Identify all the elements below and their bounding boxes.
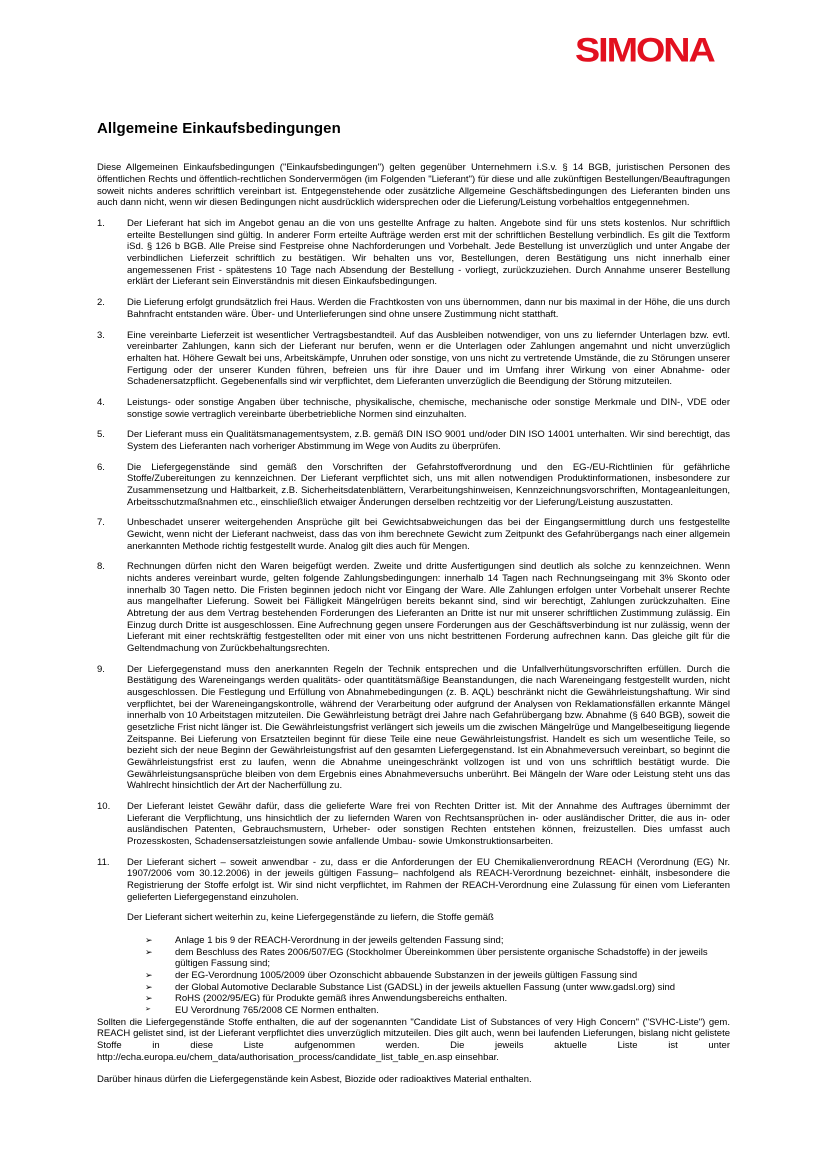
bullet-text: EU Verordnung 765/2008 CE Normen enthalten. <box>175 1005 379 1017</box>
clause-text: Die Lieferung erfolgt grundsätzlich frei Haus. Werden die Frachtkosten von uns übernommen, dann nur bis maximal in der Höhe, die uns durch Bahnfracht entstanden wäre. Über- und Unterlieferungen sind ohne unsere Zustimmung nicht statthaft. <box>127 297 730 320</box>
arrow-bullet-icon: ➢ <box>145 981 153 992</box>
clause-text: Die Liefergegenstände sind gemäß den Vorschriften der Gefahrstoffverordnung und den EG-/EU-Richtlinien für gefährliche Stoffe/Zubereitungen zu kennzeichnen. Der Lieferant verpflichtet sich, uns mit allen notwendigen Produktinformationen, insbesondere zur Zusammensetzung und Haltbarkeit, z.B. Sicherheitsdatenblättern, Verarbeitungshinweisen, Kennzeichnungsvorschriften, Montageanleitungen, Arbeitsschutzmaßnahmen etc., einschließlich etwaiger Änderungen derselben rechtzeitig vor der Lieferung/Leistung auszustatten. <box>127 461 730 508</box>
clause-number: 7. <box>97 517 105 529</box>
arrow-bullet-icon: ➢ <box>145 946 153 957</box>
list-item <box>97 935 730 947</box>
list-item <box>97 947 730 970</box>
clause-item-10 <box>97 801 730 848</box>
bullet-text: dem Beschluss des Rates 2006/507/EG (Stockholmer Übereinkommen über persistente organische Schadstoffe) in der jeweils gültigen Fassung sind; <box>175 946 708 970</box>
clause-number: 4. <box>97 396 105 408</box>
document-content <box>97 120 730 1086</box>
clause-item-5 <box>97 429 730 452</box>
clause-number: 1. <box>97 218 105 230</box>
list-item <box>97 993 730 1005</box>
asbestos-paragraph: Darüber hinaus dürfen die Liefergegenstände kein Asbest, Biozide oder radioaktives Material enthalten. <box>97 1074 532 1086</box>
arrow-bullet-icon: ➢ <box>145 993 153 1004</box>
clause-text: Der Lieferant sichert – soweit anwendbar - zu, dass er die Anforderungen der EU Chemikalienverordnung REACH (Verordnung (EG) Nr. 1907/2006 vom 30.12.2006) in der jeweils gültigen Fassung– nachfolgend als REACH-Verordnung bezeichnet- einhält, insbesondere die Registrierung der Stoffe erfolgt ist. Wir sind nicht verpflichtet, im Rahmen der REACH-Verordnung eine Zulassung für einen vom Lieferanten gelieferten Liefergegenstand einzuholen. <box>127 856 730 903</box>
bullet-text: RoHS (2002/95/EG) für Produkte gemäß ihres Anwendungsbereichs enthalten. <box>175 993 508 1005</box>
page-title: Allgemeine Einkaufsbedingungen <box>97 120 341 137</box>
clause-11-lead: Der Lieferant sichert weiterhin zu, keine Liefergegenstände zu liefern, die Stoffe gemäß <box>127 912 494 924</box>
clause-text: Der Lieferant muss ein Qualitätsmanagementsystem, z.B. gemäß DIN ISO 9001 und/oder DIN ISO 14001 unterhalten. Wir sind berechtigt, das System des Lieferanten nach vorheriger Abstimmung im Wege von Audits zu überprüfen. <box>127 429 730 452</box>
arrow-bullet-icon: ➢ <box>145 970 153 981</box>
clause-item-11 <box>97 857 730 904</box>
clause-text: Unbeschadet unserer weitergehenden Ansprüche gilt bei Gewichtsabweichungen das bei der Eingangsermittlung durch uns festgestellte Gewicht, wenn nicht der Lieferant nachweist, dass das von ihm berechnete Gewicht zum Zeitpunkt des Gefahrübergangs nach einer allgemein anerkannten Methode richtig festgestellt wurde. Analog gilt dies auch für Mengen. <box>127 517 730 552</box>
clause-item-6 <box>97 462 730 509</box>
clause-number: 9. <box>97 663 105 675</box>
clause-number: 8. <box>97 561 105 573</box>
clause-item-8 <box>97 561 730 654</box>
clause-text: Der Liefergegenstand muss den anerkannten Regeln der Technik entsprechen und die Unfallverhütungsvorschriften erfüllen. Durch die Bestätigung des Wareneingangs werden qualitäts- oder quantitätsmäßige Beanstandungen, die nach Wareneingang festgestellt wurden, nicht ausgeschlossen. Die Festlegung und Erfüllung von Abnahmebedingungen (z. B. AQL) beschränkt nicht die Gewährleistungshaftung. Wir sind verpflichtet, bei der Wareneingangskontrolle, während der Verarbeitung oder aufgrund der Analysen von Reklamationsfällen erkannte Mängel innerhalb von 10 Arbeitstagen mitzuteilen. Die Gewährleistung beträgt drei Jahre nach Gefahrübergang bzw. Abnahme (§ 640 BGB), soweit die gesetzliche Frist nicht länger ist. Die Gewährleistungsfrist verlängert sich jeweils um die zwischen Mängelrüge und Mangelbeseitigung liegende Zeitspanne. Bei Lieferung von Ersatzteilen beginnt für diese Teile eine neue Gewährleistungsfrist. Handelt es sich um wesentliche Teile, so bezieht sich der neue Beginn der Gewährleistungsfrist auf den gesamten Liefergegenstand. Ist ein Abnahmeversuch vereinbart, so beginnt die Gewährleistungsfrist erst zu laufen, wenn die Abnahme uneingeschränkt vollzogen ist und von uns schriftlich bestätigt wurde. Die Gewährleistungsansprüche bleiben von dem Ergebnis eines Abnahmeversuchs unberührt. Bei Mängeln der Ware oder Leistung steht uns das Wahlrecht hinsichtlich der Art der Nacherfüllung zu. <box>127 663 730 792</box>
clause-number: 6. <box>97 461 105 473</box>
list-item <box>97 970 730 982</box>
clause-item-7 <box>97 517 730 552</box>
bullet-text: der EG-Verordnung 1005/2009 über Ozonschicht abbauende Substanzen in der jeweils gültigen Fassung sind <box>175 970 638 982</box>
intro-paragraph: Diese Allgemeinen Einkaufsbedingungen ("Einkaufsbedingungen") gelten gegenüber Unternehmern i.S.v. § 14 BGB, juristischen Personen des öffentlichen Rechts und öffentlich-rechtlichen Sondervermögen (im Folgenden "Lieferant") für diese und alle zukünftigen Bestellungen/Beauftragungen soweit nichts anderes schriftlich vereinbart ist. Entgegenstehende oder zusätzliche Allgemeine Geschäftsbedingungen des Lieferanten binden uns auch dann nicht, wenn wir diesen Bedingungen nicht ausdrücklich widersprechen oder die Lieferung/Leistung vorbehaltlos entgegennehmen. <box>97 162 730 209</box>
clause-text: Rechnungen dürfen nicht den Waren beigefügt werden. Zweite und dritte Ausfertigungen sind deutlich als solche zu kennzeichnen. Wenn nichts anderes vereinbart wurde, gelten folgende Zahlungsbedingungen: innerhalb 14 Tagen nach Rechnungseingang mit 3% Skonto oder innerhalb 30 Tagen netto. Die Fristen beginnen jedoch nicht vor Eingang der Ware. Alle Zahlungen erfolgen unter Vorbehalt unserer Rechte aus mangelhafter Lieferung. Soweit bei Fälligkeit Mängelrügen bereits bekannt sind, sind wir berechtigt, Zahlungen zurückzuhalten. Eine Abtretung der aus dem Vertrag bestehenden Forderungen des Lieferanten an Dritte ist nur mit unserer schriftlichen Zustimmung zulässig. Ein Einzug durch Dritte ist ausgeschlossen. Eine Aufrechnung gegen unsere Forderungen aus der Geschäftsverbindung ist nur zulässig, wenn der Lieferant mit einer rechtskräftig festgestellten oder mit einer von uns nicht bestrittenen Forderung aufrechnen kann. Das gleiche gilt für die Geltendmachung von Zurückbehaltungsrechten. <box>127 561 730 654</box>
clause-text: Der Lieferant hat sich im Angebot genau an die von uns gestellte Anfrage zu halten. Angebote sind für uns stets kostenlos. Nur schriftlich erteilte Bestellungen sind gültig. In anderer Form erteilte Aufträge werden erst mit der schriftlichen Bestellung verbindlich. Es gilt die Textform iSd. § 126 b BGB. Alle Preise sind Festpreise ohne Nachforderungen und Vorbehalt. Jede Bestellung ist unverzüglich und unter Angabe der verbindlichen Lieferzeit schriftlich zu bestätigen. Wir behalten uns vor, Bestellungen, deren Bestätigung uns nicht innerhalb einer angemessenen Frist - spätestens 10 Tage nach Absendung der Bestellung - vorliegt, zurückzuziehen. Durch Annahme unserer Bestellung erklärt der Lieferant sein Einverständnis mit diesen Einkaufsbedingungen. <box>127 218 730 288</box>
clause-number: 11. <box>97 856 110 868</box>
clause-number: 10. <box>97 801 111 813</box>
clause-text: Eine vereinbarte Lieferzeit ist wesentlicher Vertragsbestandteil. Auf das Ausbleiben notwendiger, von uns zu liefernder Unterlagen bzw. evtl. vereinbarter Zahlungen, kann sich der Lieferant nur berufen, wenn er die Unterlagen oder Zahlungen angemahnt und nicht unverzüglich erhalten hat. Höhere Gewalt bei uns, Arbeitskämpfe, Unruhen oder sonstige, von uns nicht zu vertretende Umstände, die zu Störungen unserer Fertigung oder der unserer Kunden führen, befreien uns für ihre Dauer und im Umfang ihrer Wirkung von einer Abnahme- oder Schadenersatzpflicht. Gegebenenfalls sind wir verpflichtet, dem Lieferanten unverzüglich die Beendigung der Störung mitzuteilen. <box>127 329 730 388</box>
bullet-text: Anlage 1 bis 9 der REACH-Verordnung in der jeweils geltenden Fassung sind; <box>175 935 504 947</box>
list-item <box>97 982 730 994</box>
arrow-bullet-icon: ➢ <box>145 1006 151 1014</box>
clause-item-1 <box>97 218 730 288</box>
clause-item-3 <box>97 330 730 388</box>
clause-number: 2. <box>97 297 105 309</box>
clause-item-2 <box>97 297 730 320</box>
clause-number: 5. <box>97 429 105 441</box>
arrow-bullet-icon: ➢ <box>145 935 153 946</box>
clause-text: Leistungs- oder sonstige Angaben über technische, physikalische, chemische, mechanische oder sonstige Merkmale und DIN-, VDE oder sonstige sowie vertraglich vereinbarte überbetriebliche Normen sind einzuhalten. <box>127 396 730 420</box>
clause-item-9 <box>97 664 730 792</box>
clause-number: 3. <box>97 329 105 341</box>
list-item <box>97 1005 730 1017</box>
bullet-text: der Global Automotive Declarable Substance List (GADSL) in der jeweils aktuellen Fassung (unter www.gadsl.org) sind <box>175 981 676 993</box>
svhc-paragraph: Sollten die Liefergegenstände Stoffe enthalten, die auf der sogenannten "Candidate List of Substances of very High Concern" ("SVHC-Liste") gem. REACH gelistet sind, ist der Lieferant verpflichtet dies unverzüglich mitzuteilen. Dies gilt auch, wenn bei laufenden Lieferungen, bislang nicht gelistete Stoffe in diese Liste aufgenommen werden. Die jeweils aktuelle Liste ist unter http://echa.europa.eu/chem_data/authorisation_process/candidate_list_table_en.asp einsehbar. <box>97 1016 730 1063</box>
clause-text: Der Lieferant leistet Gewähr dafür, dass die gelieferte Ware frei von Rechten Dritter ist. Mit der Annahme des Auftrages übernimmt der Lieferant die Verpflichtung, uns hinsichtlich der zu liefernden Waren von Rechtsansprüchen in- oder ausländischer Dritter, die aus in- oder ausländischen Patenten, Gebrauchsmustern, Urheber- oder sonstigen Rechten entstehen können, freizustellen. Dies umfasst auch Prozesskosten, Schadensersatzleistungen sowie anfallende Umbau- sowie Umkonstruktionsarbeiten. <box>127 801 730 848</box>
substance-bullet-list <box>97 935 730 1017</box>
clause-item-4 <box>97 397 730 420</box>
simona-logo: SIMONA <box>575 31 714 69</box>
